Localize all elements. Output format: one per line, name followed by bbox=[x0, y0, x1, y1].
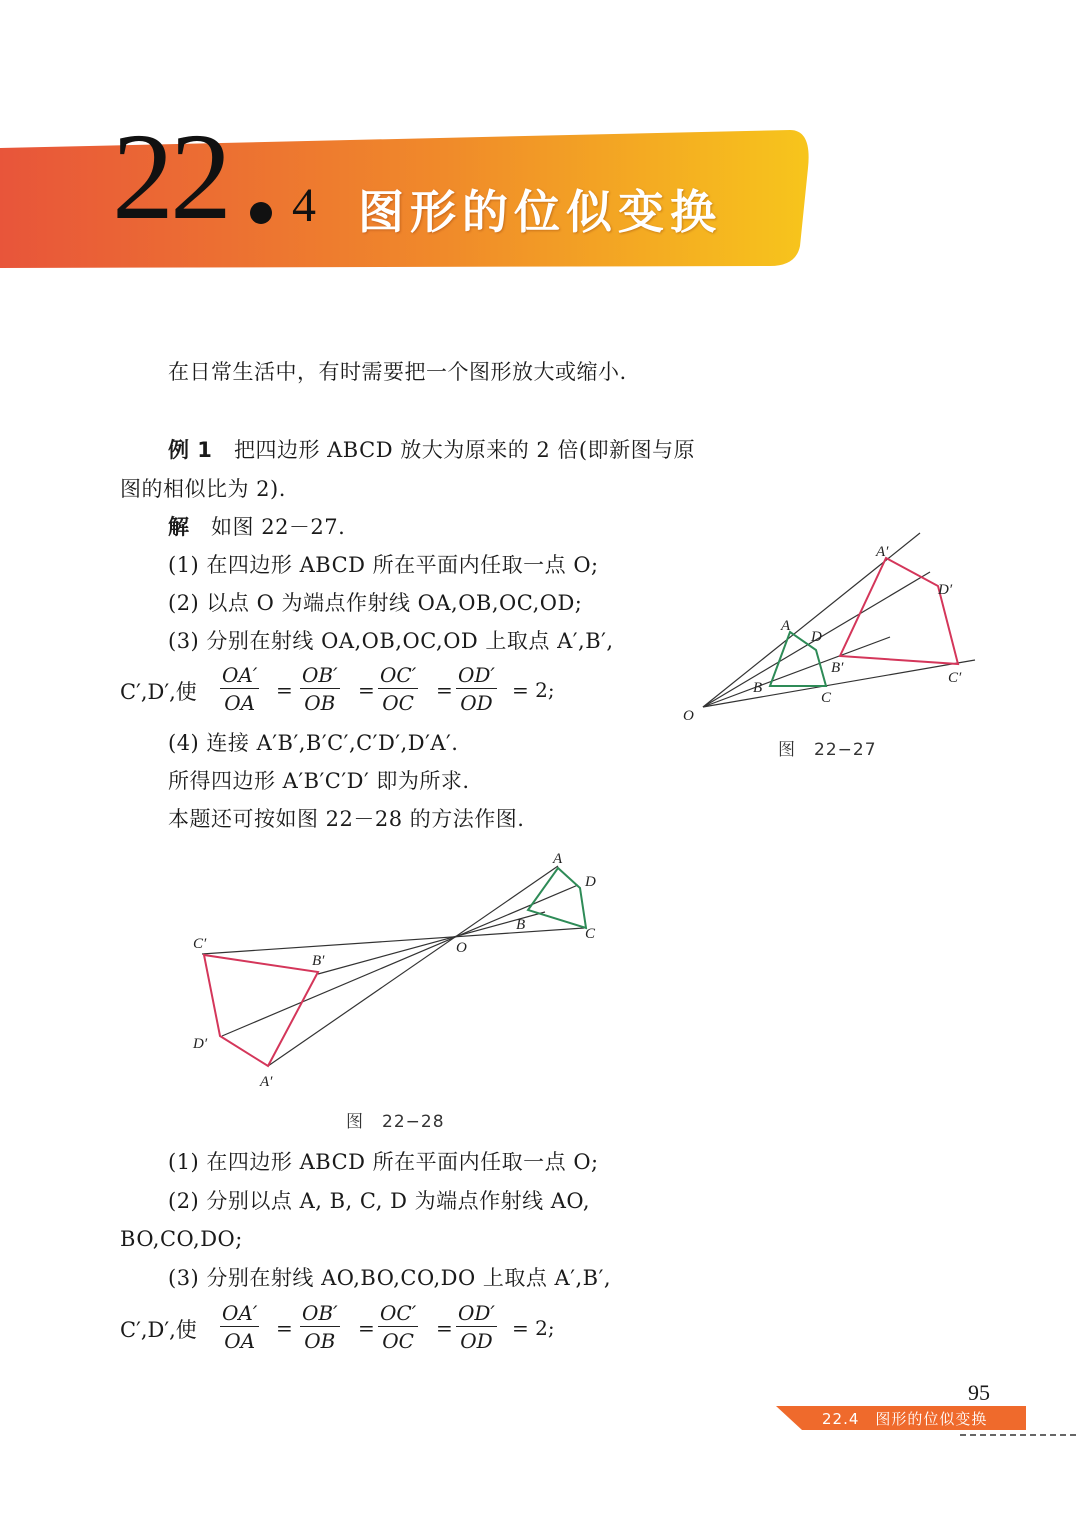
example-line-2: 图的相似比为 2). bbox=[120, 477, 286, 501]
fraction-od: $\frac{OD'}{OD}$ bbox=[458, 663, 495, 715]
figure-22-27 bbox=[676, 530, 986, 730]
label-c-prime: C′ bbox=[948, 670, 962, 686]
label-d: D bbox=[811, 629, 822, 645]
label-o: O bbox=[456, 940, 467, 956]
section-sub-number: 4 bbox=[292, 179, 316, 232]
ratio-lead: C′,D′,使 bbox=[120, 1318, 197, 1342]
label-b: B bbox=[516, 917, 526, 933]
label-c-prime: C′ bbox=[193, 936, 207, 952]
intro-text: 在日常生活中，有时需要把一个图形放大或缩小. bbox=[168, 360, 627, 384]
section-number: 22 bbox=[112, 108, 228, 245]
label-d: D bbox=[585, 874, 596, 890]
example-text-1: 把四边形 ABCD 放大为原来的 2 倍(即新图与原 bbox=[233, 438, 696, 462]
label-d-prime: D′ bbox=[938, 582, 953, 598]
fraction-ob: $\frac{OB'}{OB}$ bbox=[302, 1301, 338, 1353]
fraction-oc: $\frac{OC'}{OC}$ bbox=[380, 663, 417, 715]
alt-method: 本题还可按如图 22－28 的方法作图. bbox=[168, 807, 525, 831]
rays bbox=[703, 533, 975, 707]
step-b-2-cont: BO,CO,DO; bbox=[120, 1227, 243, 1251]
ratio-result: = 2; bbox=[512, 1316, 555, 1340]
ratio-row-2 bbox=[120, 1300, 680, 1360]
section-dot bbox=[250, 202, 272, 224]
label-o: O bbox=[683, 708, 694, 724]
fraction-oa: $\frac{OA'}{OA}$ bbox=[222, 663, 258, 715]
step-a-3: (3) 分别在射线 OA,OB,OC,OD 上取点 A′,B′, bbox=[168, 629, 614, 653]
fraction-ob: $\frac{OB'}{OB}$ bbox=[302, 663, 338, 715]
solution-label: 解 bbox=[168, 515, 190, 539]
footer-dots bbox=[960, 1434, 1076, 1436]
eq-sign: = bbox=[436, 1316, 453, 1340]
step-b-3: (3) 分别在射线 AO,BO,CO,DO 上取点 A′,B′, bbox=[168, 1266, 612, 1290]
figure-22-27-caption: 图 22−27 bbox=[778, 740, 877, 760]
figure-22-28-caption: 图 22−28 bbox=[346, 1112, 445, 1132]
step-a-1: (1) 在四边形 ABCD 所在平面内任取一点 O; bbox=[168, 553, 599, 577]
ratio-row-1 bbox=[120, 662, 680, 722]
label-b: B bbox=[753, 680, 763, 696]
fraction-od: $\frac{OD'}{OD}$ bbox=[458, 1301, 495, 1353]
label-a-prime: A′ bbox=[876, 544, 889, 560]
rays bbox=[202, 866, 584, 1066]
step-a-4: (4) 连接 A′B′,B′C′,C′D′,D′A′. bbox=[168, 731, 459, 755]
fraction-oc: $\frac{OC'}{OC}$ bbox=[380, 1301, 417, 1353]
page-number: 95 bbox=[968, 1380, 990, 1405]
label-b-prime: B′ bbox=[312, 953, 325, 969]
eq-sign: = bbox=[436, 678, 453, 702]
ratio-lead: C′,D′,使 bbox=[120, 680, 197, 704]
ratio-result: = 2; bbox=[512, 678, 555, 702]
eq-sign: = bbox=[358, 678, 375, 702]
step-a-2: (2) 以点 O 为端点作射线 OA,OB,OC,OD; bbox=[168, 591, 583, 615]
label-a-prime: A′ bbox=[260, 1074, 273, 1090]
example-line-1 bbox=[168, 435, 695, 465]
fraction-oa: $\frac{OA'}{OA}$ bbox=[222, 1301, 258, 1353]
label-c: C bbox=[821, 690, 832, 706]
step-b-2: (2) 分别以点 A, B, C, D 为端点作射线 AO, bbox=[168, 1189, 591, 1213]
eq-sign: = bbox=[358, 1316, 375, 1340]
quad-abcd bbox=[528, 868, 586, 928]
solution-ref: 如图 22－27. bbox=[211, 515, 346, 539]
label-c: C bbox=[585, 926, 596, 942]
step-b-1: (1) 在四边形 ABCD 所在平面内任取一点 O; bbox=[168, 1150, 599, 1174]
quad-abcd-image bbox=[204, 955, 318, 1066]
example-label: 例 1 bbox=[168, 438, 213, 462]
label-a: A bbox=[553, 851, 563, 867]
conclusion: 所得四边形 A′B′C′D′ 即为所求. bbox=[168, 769, 470, 793]
running-title: 22.4 图形的位似变换 bbox=[822, 1410, 988, 1428]
solution-line bbox=[168, 512, 345, 542]
label-a: A bbox=[781, 618, 791, 634]
eq-sign: = bbox=[276, 678, 293, 702]
label-d-prime: D′ bbox=[193, 1036, 208, 1052]
figure-22-28 bbox=[186, 846, 606, 1092]
quad-abcd-image bbox=[840, 558, 958, 664]
label-b-prime: B′ bbox=[831, 660, 844, 676]
eq-sign: = bbox=[276, 1316, 293, 1340]
section-title: 图形的位似变换 bbox=[358, 185, 722, 239]
